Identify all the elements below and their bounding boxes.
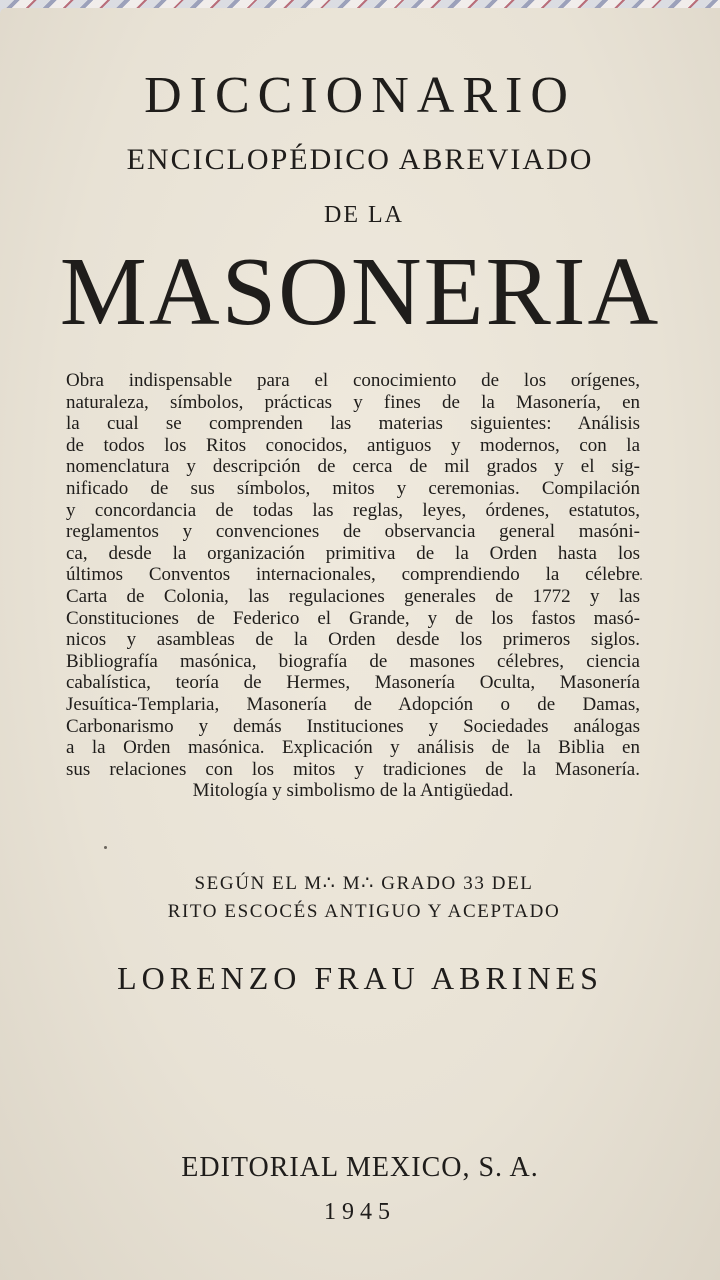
title-enciclopedico: ENCICLOPÉDICO ABREVIADO	[126, 143, 594, 176]
title-diccionario: DICCIONARIO	[144, 67, 576, 124]
description-line: Obra indispensable para el conocimiento de los orígenes,	[66, 370, 640, 391]
description-line: cabalística, teoría de Hermes, Masonería Oculta, Masonería	[66, 672, 640, 694]
description-line: Carbonarismo y demás Instituciones y Sociedades análogas	[66, 715, 640, 737]
title-page	[0, 8, 720, 1280]
publisher-name: EDITORIAL MEXICO, S. A.	[181, 1152, 539, 1183]
description-line: últimos Conventos internacionales, comprendiendo la célebre	[66, 564, 640, 586]
description-line: Mitología y simbolismo de la Antigüedad.	[192, 780, 514, 802]
credit-line-2: RITO ESCOCÉS ANTIGUO Y ACEPTADO	[167, 901, 561, 922]
description-line: ca, desde la organización primitiva de la Orden hasta los	[66, 542, 640, 564]
description-line: nomenclatura y descripción de cerca de mil grados y el sig-	[66, 456, 640, 478]
paper-speck	[640, 578, 642, 580]
description-line: a la Orden masónica. Explicación y análisis de la Biblia en	[66, 737, 640, 759]
publication-year: 1945	[324, 1199, 396, 1225]
description-line: Carta de Colonia, las regulaciones generales de 1772 y las	[66, 585, 640, 607]
description-line: Bibliografía masónica, biografía de masones célebres, ciencia	[66, 650, 640, 672]
description-line: Jesuítica-Templaria, Masonería de Adopción o de Damas,	[66, 693, 640, 715]
description-line: Constituciones de Federico el Grande, y de los fastos masó-	[66, 607, 640, 629]
description-line: y concordancia de todas las reglas, leyes, órdenes, estatutos,	[66, 499, 640, 521]
description-line: naturaleza, símbolos, prácticas y fines de la Masonería, en	[66, 391, 640, 413]
author-name: LORENZO FRAU ABRINES	[117, 960, 603, 996]
description-line: sus relaciones con los mitos y tradiciones de la Masonería.	[66, 758, 640, 780]
credit-block	[0, 870, 720, 926]
title-masoneria: MASONERIA	[59, 238, 661, 346]
description-line: nificado de sus símbolos, mitos y ceremonias. Compilación	[66, 477, 640, 499]
title-de-la: DE LA	[324, 202, 404, 228]
credit-line-1: SEGÚN EL M∴ M∴ GRADO 33 DEL	[194, 873, 534, 894]
description-paragraph	[66, 370, 640, 802]
description-line: nicos y asambleas de la Orden desde los primeros siglos.	[66, 629, 640, 651]
description-line: la cual se comprenden las materias siguientes: Análisis	[66, 413, 640, 435]
description-line: de todos los Ritos conocidos, antiguos y modernos, con la	[66, 434, 640, 456]
description-line: reglamentos y convenciones de observancia general masóni-	[66, 521, 640, 543]
paper-speck	[104, 846, 107, 849]
